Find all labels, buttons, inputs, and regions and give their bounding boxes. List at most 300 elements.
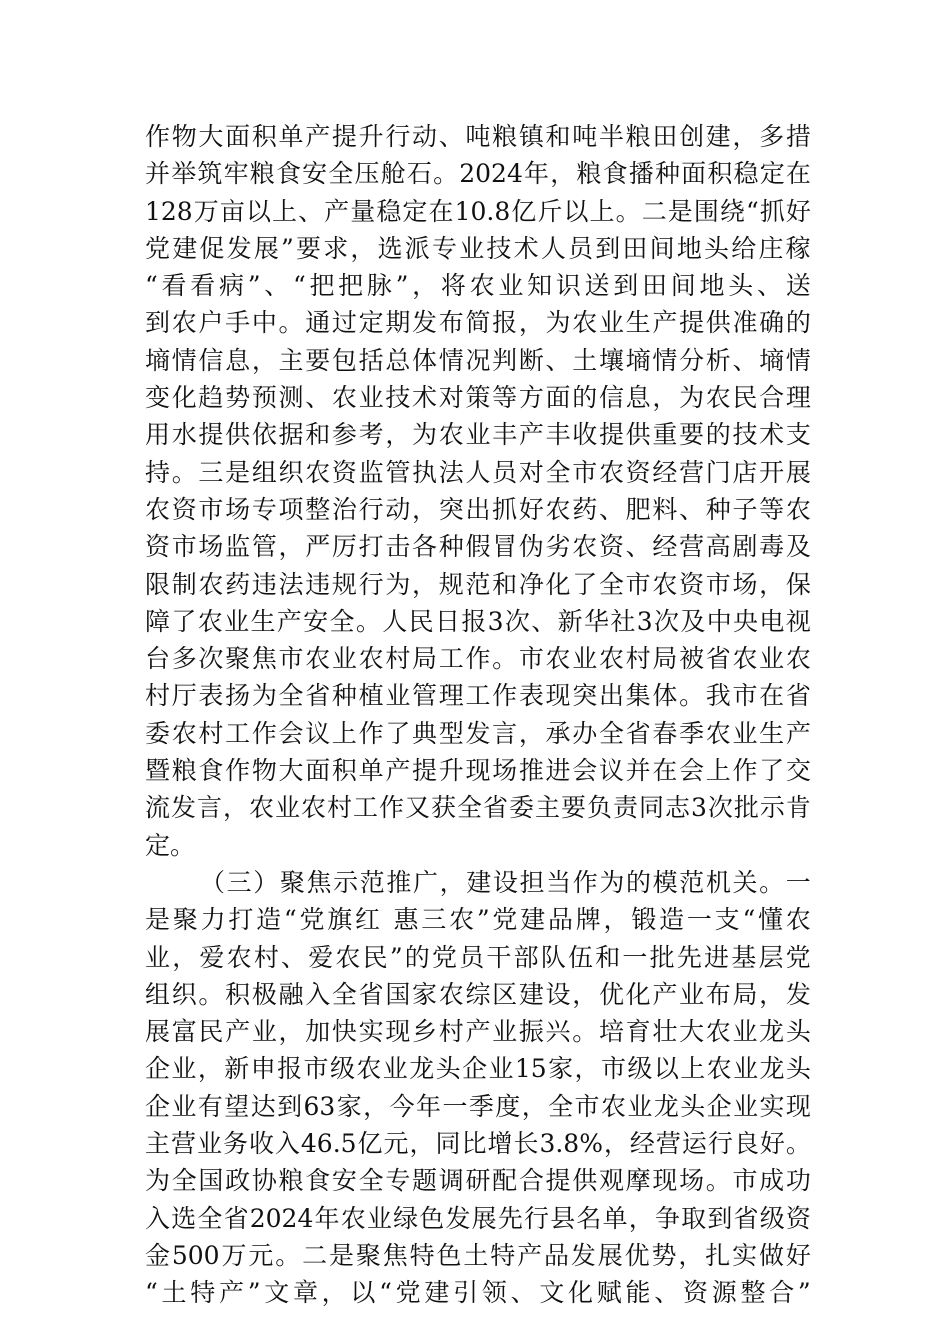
text-char: 业 — [459, 233, 485, 263]
text-char: 势 — [225, 383, 251, 413]
text-char: 半 — [598, 122, 624, 151]
text-char: 规 — [331, 569, 357, 599]
text-char: 农 — [438, 979, 464, 1009]
text-char: 筑 — [197, 159, 223, 189]
text-char: 面 — [225, 122, 251, 151]
text-char: 功 — [785, 1166, 811, 1196]
text-char: 体 — [652, 681, 678, 711]
text-char: 动 — [412, 122, 438, 151]
text-char: 全 — [328, 159, 354, 189]
text-char: 工 — [438, 644, 464, 674]
text-char: 关 — [732, 867, 758, 897]
text-char: 高 — [705, 532, 731, 562]
text-char: 好 — [518, 494, 544, 524]
text-char: 吨 — [572, 122, 598, 151]
text-char: 场 — [492, 756, 518, 786]
text-char: 政 — [225, 1166, 251, 1196]
text-char: ” — [395, 271, 409, 301]
text-line — [145, 528, 811, 565]
text-char: 比 — [461, 1129, 487, 1159]
text-char: 资 — [625, 457, 651, 487]
text-line — [145, 1125, 811, 1162]
text-char: 粮 — [278, 1166, 304, 1196]
text-char: 实 — [358, 1017, 384, 1047]
text-char: 策 — [465, 383, 491, 413]
text-char: 爱 — [308, 942, 334, 972]
text-char: 扬 — [225, 681, 251, 711]
text-char: 党 — [395, 1278, 421, 1308]
text-char: 产 — [785, 718, 811, 748]
text-char: 升 — [358, 122, 384, 151]
text-char: 色 — [419, 1203, 445, 1233]
text-char: 担 — [519, 867, 545, 897]
text-char: 业 — [251, 1017, 277, 1047]
text-line — [145, 454, 811, 491]
text-char: ” — [476, 905, 490, 935]
text-char: 单 — [358, 756, 384, 786]
text-char: 128 — [145, 196, 193, 226]
text-char: 行 — [524, 1203, 550, 1233]
text-char: 品 — [547, 905, 573, 935]
text-char: 建 — [705, 122, 731, 151]
text-char: 营 — [170, 1129, 196, 1159]
text-char: 农 — [652, 569, 678, 599]
text-char: 懂 — [757, 905, 783, 935]
text-char: 到 — [595, 233, 621, 263]
text-char: 员 — [492, 457, 518, 487]
text-char: 人 — [382, 606, 408, 636]
text-char: 障 — [145, 606, 171, 636]
text-char: 申 — [250, 1054, 276, 1084]
text-char: 厅 — [171, 681, 197, 711]
text-char: 我 — [705, 681, 731, 711]
text-char: 把 — [338, 271, 364, 301]
text-char: 市 — [705, 569, 731, 599]
text-char: 建 — [424, 1278, 450, 1308]
text-char: 展 — [253, 233, 279, 263]
text-char: 及 — [680, 606, 706, 636]
text-char: 暨 — [145, 756, 171, 786]
text-char: 。 — [492, 644, 518, 674]
text-char: 会 — [679, 756, 705, 786]
text-char: 成 — [759, 1166, 785, 1196]
text-char: 色 — [436, 1240, 462, 1270]
text-char: 民 — [198, 1017, 224, 1047]
text-char: 现 — [385, 1017, 411, 1047]
text-char: 全 — [457, 793, 483, 823]
text-char: 提 — [679, 308, 705, 338]
text-char: ” — [247, 271, 261, 301]
text-line — [145, 1200, 811, 1237]
text-char: 假 — [465, 532, 491, 562]
text-char: 省 — [705, 644, 731, 674]
text-char: 保 — [785, 569, 811, 599]
text-char: 议 — [598, 756, 624, 786]
text-char: 做 — [758, 1240, 784, 1270]
text-char: 法 — [278, 569, 304, 599]
text-char: 家 — [412, 979, 438, 1009]
text-char: 到 — [145, 308, 171, 338]
text-char: 2024 — [249, 1203, 314, 1233]
text-char: 选 — [171, 1203, 197, 1233]
text-char: 先 — [497, 1203, 523, 1233]
text-char: 术 — [513, 233, 539, 263]
text-char: 农 — [198, 569, 224, 599]
text-char: 队 — [540, 942, 566, 972]
text-char: 用 — [145, 420, 171, 450]
text-char: 信 — [598, 383, 624, 413]
text-char: 农 — [145, 494, 171, 524]
text-char: 、 — [531, 606, 557, 636]
text-char: 长 — [513, 1129, 539, 1159]
text-char: 级 — [329, 1054, 355, 1084]
text-char: 资 — [171, 494, 197, 524]
text-char: 次 — [198, 644, 224, 674]
text-char: 、 — [438, 122, 464, 151]
text-char: 。 — [615, 196, 641, 226]
text-char: ， — [409, 1129, 435, 1159]
text-char: ， — [518, 718, 544, 748]
text-char: 取 — [681, 1203, 707, 1233]
text-char: 以 — [350, 1278, 376, 1308]
text-line — [145, 566, 811, 603]
text-char: ， — [759, 979, 785, 1009]
text-char: 是 — [328, 1240, 354, 1270]
text-char: 过 — [331, 308, 357, 338]
text-char: 情 — [438, 345, 464, 375]
text-char: “ — [145, 271, 158, 301]
text-char: 粮 — [171, 756, 197, 786]
text-char: 发 — [171, 793, 197, 823]
text-char: 通 — [305, 308, 331, 338]
text-char: 党 — [492, 905, 518, 935]
text-char: 业 — [366, 1203, 392, 1233]
text-char: 支 — [785, 420, 811, 450]
text-char: 了 — [385, 718, 411, 748]
text-char: 将 — [440, 271, 466, 301]
text-char: 省 — [483, 793, 509, 823]
text-char: 农 — [705, 718, 731, 748]
text-char: 上 — [680, 1054, 706, 1084]
text-char: 依 — [251, 420, 277, 450]
text-char: 春 — [652, 718, 678, 748]
text-char: 农 — [197, 606, 223, 636]
text-char: （ — [200, 867, 226, 897]
text-char: 富 — [171, 1017, 197, 1047]
text-char: 又 — [405, 793, 431, 823]
text-char: 业 — [732, 718, 758, 748]
text-char: 分 — [679, 345, 705, 375]
text-char: 龙 — [409, 1054, 435, 1084]
text-char: 村 — [253, 942, 279, 972]
text-char: 市 — [278, 644, 304, 674]
text-char: 党 — [299, 905, 325, 935]
text-char: 部 — [513, 942, 539, 972]
text-char: 范 — [465, 569, 491, 599]
text-char: 促 — [199, 233, 225, 263]
text-char: 特 — [409, 1240, 435, 1270]
text-char: 党 — [785, 942, 811, 972]
text-char: 。 — [785, 1129, 811, 1159]
text-char: 定 — [402, 196, 428, 226]
text-char: 供 — [625, 420, 651, 450]
text-char: 门 — [705, 457, 731, 487]
text-char: 了 — [171, 606, 197, 636]
text-char: 定 — [358, 308, 384, 338]
text-char: 文 — [539, 1278, 565, 1308]
text-char: 次 — [653, 606, 679, 636]
text-char: 63 — [303, 1091, 336, 1121]
text-char: 生 — [250, 606, 276, 636]
text-char: 农 — [469, 271, 495, 301]
text-char: 农 — [249, 793, 275, 823]
text-char: 业 — [598, 308, 624, 338]
text-char: 民 — [408, 606, 434, 636]
text-char: 业 — [385, 681, 411, 711]
text-char: 业 — [224, 606, 250, 636]
text-char: 全 — [598, 718, 624, 748]
text-char: 以 — [653, 1054, 679, 1084]
text-char: 万 — [193, 196, 219, 226]
text-char: 产 — [518, 420, 544, 450]
text-char: 级 — [759, 1203, 785, 1233]
text-char: 墒 — [145, 345, 171, 375]
text-char: 各 — [412, 532, 438, 562]
text-char: 农 — [785, 494, 811, 524]
text-char: 、 — [679, 494, 705, 524]
text-char: “ — [292, 271, 306, 301]
text-char: 为 — [412, 420, 438, 450]
text-char: 为 — [251, 681, 277, 711]
text-char: 央 — [733, 606, 759, 636]
text-char: 赋 — [596, 1278, 622, 1308]
text-char: 织 — [278, 457, 304, 487]
text-char: 特 — [490, 1240, 516, 1270]
text-char: 。 — [705, 1166, 731, 1196]
text-char: 委 — [509, 793, 535, 823]
text-char: 员 — [459, 942, 485, 972]
text-char: 多 — [171, 644, 197, 674]
text-char: 季 — [679, 718, 705, 748]
text-char: 农 — [358, 644, 384, 674]
text-char: 委 — [145, 718, 171, 748]
text-char: 办 — [572, 718, 598, 748]
text-char: 产 — [517, 1240, 543, 1270]
text-char: 整 — [740, 1278, 766, 1308]
text-char: 的 — [572, 383, 598, 413]
text-char: 展 — [597, 1240, 623, 1270]
text-char: 务 — [222, 1129, 248, 1159]
text-char: 合 — [759, 383, 785, 413]
text-char: 经 — [629, 1129, 655, 1159]
text-char: 在 — [785, 159, 811, 189]
text-char: 持 — [145, 457, 171, 487]
text-char: 题 — [412, 1166, 438, 1196]
text-char: 优 — [624, 1240, 650, 1270]
text-char: 培 — [598, 1017, 624, 1047]
text-char: 土 — [463, 1240, 489, 1270]
text-char: 局 — [652, 644, 678, 674]
text-char: 吨 — [465, 122, 491, 151]
text-char: 料 — [652, 494, 678, 524]
text-char: 田 — [642, 271, 668, 301]
text-line — [145, 1274, 811, 1311]
text-char: 布 — [705, 979, 731, 1009]
text-char: 业 — [492, 1017, 518, 1047]
text-line — [145, 304, 811, 341]
text-char: 领 — [481, 1278, 507, 1308]
text-char: 工 — [225, 718, 251, 748]
text-char: 农 — [226, 942, 252, 972]
text-char: 农 — [572, 532, 598, 562]
text-char: 电 — [759, 606, 785, 636]
text-char: 市 — [574, 1091, 600, 1121]
text-char: 二 — [302, 1240, 328, 1270]
text-char: 品 — [543, 1240, 569, 1270]
text-char: 观 — [598, 1166, 624, 1196]
text-char: 理 — [438, 681, 464, 711]
text-char: 育 — [625, 1017, 651, 1047]
text-char: 创 — [679, 122, 705, 151]
text-char: 息 — [225, 345, 251, 375]
text-char: 术 — [412, 383, 438, 413]
text-char: 增 — [487, 1129, 513, 1159]
text-char: 测 — [278, 383, 304, 413]
text-char: 织 — [171, 979, 197, 1009]
text-char: 批 — [733, 793, 759, 823]
text-char: 三 — [198, 457, 224, 487]
text-char: 总 — [385, 345, 411, 375]
text-char: 等 — [492, 383, 518, 413]
text-char: 判 — [492, 345, 518, 375]
text-char: 、 — [281, 942, 307, 972]
text-char: 定 — [759, 159, 785, 189]
text-char: 送 — [584, 271, 610, 301]
text-char: 肯 — [785, 793, 811, 823]
text-line — [145, 491, 811, 528]
text-char: 治 — [331, 494, 357, 524]
text-char: 农 — [438, 420, 464, 450]
text-char: 药 — [225, 569, 251, 599]
text-char: 三 — [226, 867, 252, 897]
text-char: 业 — [358, 383, 384, 413]
text-char: 企 — [145, 1091, 171, 1121]
text-char: 有 — [197, 1091, 223, 1121]
text-char: ” — [389, 942, 403, 972]
text-char: 现 — [545, 681, 571, 711]
text-line — [145, 640, 811, 677]
text-char: 建 — [520, 905, 546, 935]
text-char: 业 — [382, 1054, 408, 1084]
text-char: 引 — [453, 1278, 479, 1308]
text-char: 市 — [171, 532, 197, 562]
text-char: 升 — [438, 756, 464, 786]
text-char: 和 — [305, 420, 331, 450]
text-char: 聚 — [172, 905, 198, 935]
text-char: 组 — [145, 979, 171, 1009]
text-line — [145, 416, 811, 453]
text-char: 惠 — [393, 905, 419, 935]
text-char: 资 — [331, 457, 357, 487]
text-char: 家 — [336, 1091, 362, 1121]
text-char: 化 — [171, 383, 197, 413]
text-char: ， — [518, 308, 544, 338]
text-line — [145, 901, 811, 938]
text-char: 打 — [228, 905, 254, 935]
text-char: 在 — [428, 196, 454, 226]
text-char: 、 — [756, 271, 782, 301]
text-char: 市 — [572, 457, 598, 487]
text-char: 责 — [613, 793, 639, 823]
text-char: 镇 — [518, 122, 544, 151]
text-char: 产 — [225, 1017, 251, 1047]
text-char: 对 — [518, 457, 544, 487]
text-char: 打 — [358, 532, 384, 562]
text-char: 产 — [652, 308, 678, 338]
text-char: 协 — [251, 1166, 277, 1196]
text-char: 现 — [785, 1091, 811, 1121]
text-char: 剧 — [732, 532, 758, 562]
text-char: 产 — [385, 756, 411, 786]
text-char: 作 — [732, 756, 758, 786]
text-char: 方 — [518, 383, 544, 413]
text-char: 头 — [785, 1017, 811, 1047]
text-char: 种 — [438, 532, 464, 562]
text-char: 表 — [198, 681, 224, 711]
text-char: 。 — [275, 1240, 301, 1270]
text-char: 对 — [438, 383, 464, 413]
text-char: 进 — [704, 942, 730, 972]
text-char: 把 — [309, 271, 335, 301]
text-char: 以 — [245, 196, 271, 226]
text-char: ， — [251, 345, 277, 375]
body-text — [145, 118, 811, 1312]
text-char: 推 — [518, 756, 544, 786]
text-char: 行 — [358, 569, 384, 599]
text-char: 食 — [275, 159, 301, 189]
text-char: 据 — [278, 420, 304, 450]
text-char: 振 — [518, 1017, 544, 1047]
text-char: 势 — [651, 1240, 677, 1270]
text-char: 县 — [550, 1203, 576, 1233]
text-char: 积 — [331, 756, 357, 786]
text-char: 了 — [572, 569, 598, 599]
text-char: 报 — [277, 1054, 303, 1084]
text-char: 工 — [465, 681, 491, 711]
text-char: 46.5 — [300, 1129, 357, 1159]
text-char: 到 — [613, 271, 639, 301]
text-char: 区 — [492, 979, 518, 1009]
text-char: 稳 — [376, 196, 402, 226]
text-char: 准 — [732, 308, 758, 338]
text-char: 示 — [333, 867, 359, 897]
text-char: 面 — [545, 383, 571, 413]
text-char: 广 — [413, 867, 439, 897]
text-char: 理 — [785, 383, 811, 413]
text-char: 在 — [652, 756, 678, 786]
text-char: 市 — [732, 1166, 758, 1196]
text-char: 上 — [589, 196, 615, 226]
text-char: 期 — [385, 308, 411, 338]
text-char: 龙 — [759, 1017, 785, 1047]
text-char: 斤 — [537, 196, 563, 226]
text-char: 化 — [545, 569, 571, 599]
text-char: 选 — [377, 233, 403, 263]
text-char: 、 — [625, 532, 651, 562]
text-line — [145, 603, 811, 640]
text-char: 农 — [449, 905, 475, 935]
text-char: 项 — [278, 494, 304, 524]
